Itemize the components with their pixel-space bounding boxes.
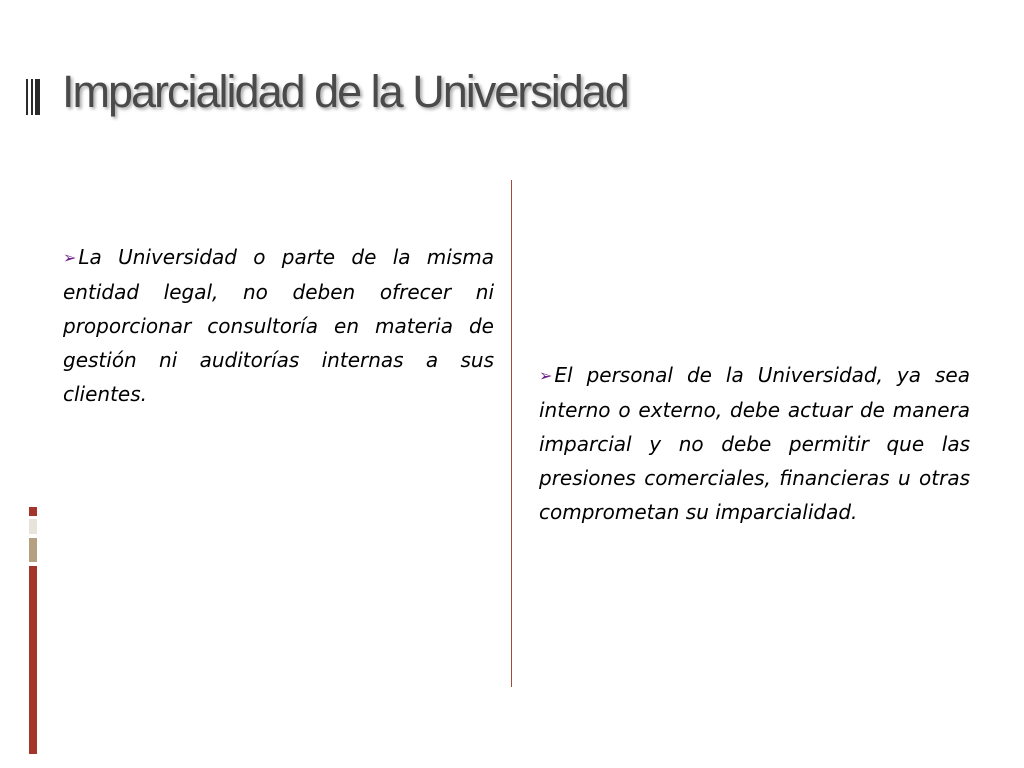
right-column-paragraph bbox=[539, 358, 970, 529]
left-accent-bar bbox=[29, 538, 37, 562]
slide-title: Imparcialidad de la Universidad bbox=[62, 66, 628, 117]
left-accent-bar bbox=[29, 566, 37, 754]
left-column-paragraph bbox=[63, 240, 494, 411]
left-column-text: La Universidad o parte de la misma entidad legal, no deben ofrecer ni proporcionar consultoría en materia de gestión ni auditorías internas a sus clientes. bbox=[63, 245, 494, 406]
left-accent-bar bbox=[29, 507, 37, 516]
column-divider bbox=[511, 180, 512, 687]
arrow-bullet-icon: ➢ bbox=[539, 366, 553, 385]
right-column-text: El personal de la Universidad, ya sea interno o externo, debe actuar de manera imparcial y no debe permitir que las presiones comerciales, financieras u otras comprometan su imparcialidad. bbox=[539, 363, 970, 524]
title-decoration-icon bbox=[26, 79, 40, 115]
arrow-bullet-icon: ➢ bbox=[63, 248, 77, 267]
left-accent-bar bbox=[29, 519, 37, 534]
